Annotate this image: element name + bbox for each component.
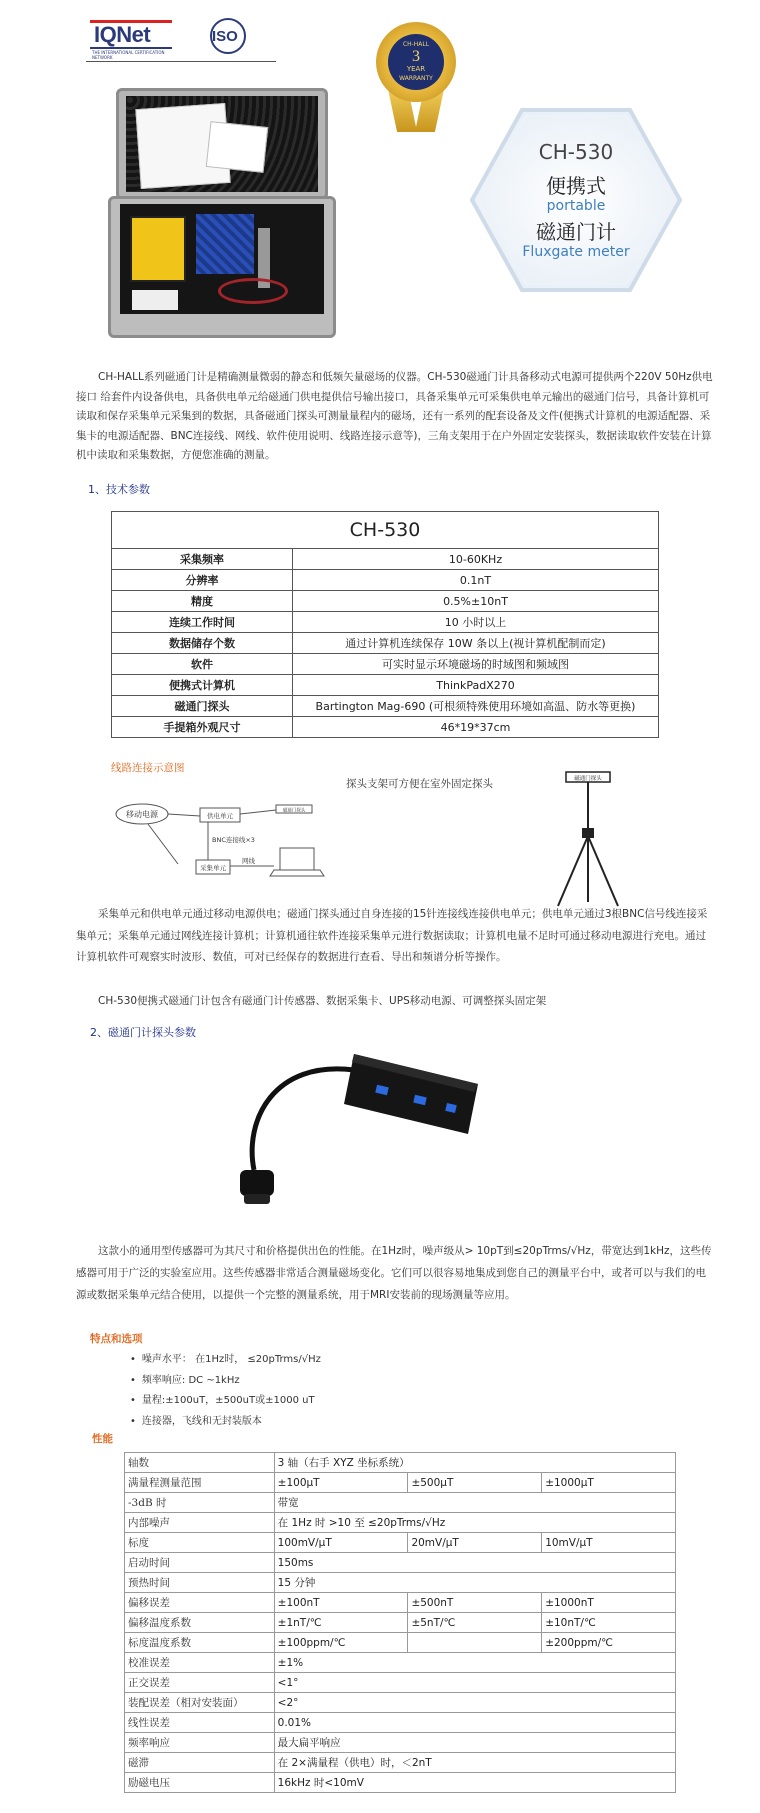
features-list xyxy=(130,1350,321,1432)
table-cell: ±500μT xyxy=(408,1473,542,1493)
model-name: CH-530 xyxy=(538,140,614,164)
table-row: 磁通门探头 Bartington Mag-690 (可根须特殊使用环境如高温、防水等更换) xyxy=(112,696,659,717)
table-row: 精度 0.5%±10nT xyxy=(112,591,659,612)
table-cell: 最大扁平响应 xyxy=(274,1733,675,1753)
table-cell: 0.01% xyxy=(274,1713,675,1733)
table-cell: 10mV/μT xyxy=(542,1533,676,1553)
list-item: • 量程:±100uT，±500uT或±1000 uT xyxy=(130,1391,321,1412)
table-cell-label: 内部噪声 xyxy=(125,1513,275,1533)
section-heading-specs: 1、技术参数 xyxy=(88,483,150,496)
table-row: 采集频率 10-60KHz xyxy=(112,549,659,570)
table-row xyxy=(125,1733,676,1753)
table-row xyxy=(125,1693,676,1713)
table-row: 数据储存个数 通过计算机连续保存 10W 条以上(视计算机配制而定) xyxy=(112,633,659,654)
product-case-image xyxy=(108,88,336,338)
net-label: 网线 xyxy=(242,857,255,865)
list-item: • 连接器，飞线和无封装版本 xyxy=(130,1412,321,1433)
title-cn-2: 磁通门计 xyxy=(536,220,616,244)
table-cell: ±100nT xyxy=(274,1593,408,1613)
table-row: 分辨率 0.1nT xyxy=(112,570,659,591)
probe-label: 磁通门探头 xyxy=(282,808,306,814)
table-cell-label: 校准误差 xyxy=(125,1653,275,1673)
table-row xyxy=(125,1713,676,1733)
table-cell: <1° xyxy=(274,1673,675,1693)
iqnet-logo: IQNet THE INTERNATIONAL CERTIFICATION NETWORK xyxy=(86,14,176,54)
table-cell-label: 线性误差 xyxy=(125,1713,275,1733)
table-cell-label: -3dB 时 xyxy=(125,1493,275,1513)
list-item: • 噪声水平： 在1Hz时， ≤20pTrms/√Hz xyxy=(130,1350,321,1371)
table-cell xyxy=(408,1633,542,1653)
tripod-probe-label: 磁通门探头 xyxy=(574,776,602,782)
wiring-diagram-title: 线路连接示意图 xyxy=(111,762,185,774)
table-cell-label: 励磁电压 xyxy=(125,1773,275,1793)
table-cell: ±1000μT xyxy=(542,1473,676,1493)
table-row: 便携式计算机 ThinkPadX270 xyxy=(112,675,659,696)
performance-title: 性能 xyxy=(92,1433,113,1445)
product-title-badge xyxy=(468,106,684,294)
title-en-2: Fluxgate meter xyxy=(522,244,630,260)
table-row xyxy=(125,1473,676,1493)
table-cell: ±5nT/℃ xyxy=(408,1613,542,1633)
table-cell: ±100ppm/℃ xyxy=(274,1633,408,1653)
table-row xyxy=(125,1653,676,1673)
performance-table xyxy=(124,1452,676,1793)
table-cell: ±200ppm/℃ xyxy=(542,1633,676,1653)
mobile-power-label: 移动电源 xyxy=(126,810,158,819)
table-cell-label: 满量程测量范围 xyxy=(125,1473,275,1493)
fluxgate-probe-image xyxy=(234,1040,484,1220)
table-cell: ±1% xyxy=(274,1653,675,1673)
table-row xyxy=(125,1533,676,1553)
table-cell-label: 轴数 xyxy=(125,1453,275,1473)
table-cell-label: 标度温度系数 xyxy=(125,1633,275,1653)
wiring-diagram xyxy=(108,786,348,896)
table-cell-label: 偏移误差 xyxy=(125,1593,275,1613)
title-en-1: portable xyxy=(546,198,606,214)
table-cell: 在 1Hz 时 >10 至 ≤20pTrms/√Hz xyxy=(274,1513,675,1533)
table-cell: 16kHz 时<10mV xyxy=(274,1773,675,1793)
table-row xyxy=(125,1453,676,1473)
table-row xyxy=(125,1593,676,1613)
table-cell-label: 预热时间 xyxy=(125,1573,275,1593)
table-row xyxy=(125,1753,676,1773)
tripod-note: 探头支架可方便在室外固定探头 xyxy=(346,778,493,790)
table-cell: ±1000nT xyxy=(542,1593,676,1613)
table-cell: ±500nT xyxy=(408,1593,542,1613)
table-cell: 150ms xyxy=(274,1553,675,1573)
table-cell: 100mV/μT xyxy=(274,1533,408,1553)
table-cell: 带宽 xyxy=(274,1493,675,1513)
title-cn-1: 便携式 xyxy=(546,174,606,198)
connection-paragraph: 采集单元和供电单元通过移动电源供电；磁通门探头通过自身连接的15针连接线连接供电单元；供电单元通过3根BNC信号线连接采集单元；采集单元通过网线连接计算机；计算机通往软件连接采集单元进行数据读取；计算机电量不足时可通过移动电源进行充电。通过计算机软件可观察实时波形、数值，可对已经保存的数据进行查看、导出和频谱分析等操作。 xyxy=(76,908,708,963)
table-cell-label: 装配误差（相对安装面） xyxy=(125,1693,275,1713)
section-heading-probe: 2、磁通门计探头参数 xyxy=(90,1026,196,1039)
table-row xyxy=(125,1513,676,1533)
iso-logo: ISO xyxy=(208,18,248,54)
table-row xyxy=(125,1493,676,1513)
table-row xyxy=(125,1633,676,1653)
table-cell-label: 频率响应 xyxy=(125,1733,275,1753)
table-cell-label: 标度 xyxy=(125,1533,275,1553)
table-cell: ±1nT/℃ xyxy=(274,1613,408,1633)
collect-unit-label: 采集单元 xyxy=(200,864,226,872)
certification-logos xyxy=(86,14,276,62)
table-cell-label: 偏移温度系数 xyxy=(125,1613,275,1633)
table-cell: 15 分钟 xyxy=(274,1573,675,1593)
supply-unit-label: 供电单元 xyxy=(207,812,233,820)
table-cell: <2° xyxy=(274,1693,675,1713)
table-row xyxy=(125,1773,676,1793)
table-row xyxy=(125,1673,676,1693)
table-cell-label: 正交误差 xyxy=(125,1673,275,1693)
contents-paragraph: CH-530便携式磁通门计包含有磁通门计传感器、数据采集卡、UPS移动电源、可调整探头固定架 xyxy=(98,995,547,1007)
table-row: 连续工作时间 10 小时以上 xyxy=(112,612,659,633)
warranty-seal-icon: CH-HALL 3 YEAR WARRANTY xyxy=(368,22,464,132)
sensor-paragraph: 这款小的通用型传感器可为其尺寸和价格提供出色的性能。在1Hz时，噪声级从> 10pT到≤20pTrms/√Hz，带宽达到1kHz，这些传感器可用于广泛的实验室应用。这些传感器非常适合测量磁场变化。它们可以很容易地集成到您自己的测量平台中，或者可以与我们的电源或数据采集单元结合使用，以提供一个完整的测量系统，用于MRI安装前的现场测量等应用。 xyxy=(76,1245,712,1301)
table-row xyxy=(125,1553,676,1573)
table-cell-label: 磁滞 xyxy=(125,1753,275,1773)
table-cell-label: 启动时间 xyxy=(125,1553,275,1573)
table-cell: 20mV/μT xyxy=(408,1533,542,1553)
features-title: 特点和选项 xyxy=(90,1333,143,1345)
table-cell: ±100μT xyxy=(274,1473,408,1493)
list-item: • 频率响应: DC ~1kHz xyxy=(130,1371,321,1392)
spec-table xyxy=(111,511,659,738)
tripod-image xyxy=(548,770,628,910)
spec-table-title: CH-530 xyxy=(112,512,659,549)
table-cell: 3 轴（右手 XYZ 坐标系统） xyxy=(274,1453,675,1473)
table-row xyxy=(125,1573,676,1593)
table-row: 手提箱外观尺寸 46*19*37cm xyxy=(112,717,659,738)
table-cell: 在 2×满量程（供电）时，＜2nT xyxy=(274,1753,675,1773)
intro-paragraph: CH-HALL系列磁通门计是精确测量微弱的静态和低频矢量磁场的仪器。CH-530磁通门计具备移动式电源可提供两个220V 50Hz供电接口 给套件内设备供电，具备供电单元给磁通门供电提供信号输出接口，具备采集单元可采集供电单元输出的磁通门信号，具备计算机可读取和保存采集单元采集到的数据，具备磁通门探头可测量量程内的磁场，还有一系列的配套设备及文件(便携式计算机的电源适配器、采集卡的电源适配器、BNC连接线、网线、软件使用说明、线路连接示意等)，三角支架用于在户外固定安装探头，数据读取软件安装在计算机中读取和采集数据，方便您准确的测量。 xyxy=(76,371,713,461)
table-cell: ±10nT/℃ xyxy=(542,1613,676,1633)
table-row xyxy=(125,1613,676,1633)
table-row: 软件 可实时显示环境磁场的时域图和频域图 xyxy=(112,654,659,675)
bnc-label: BNC连接线×3 xyxy=(212,836,255,844)
